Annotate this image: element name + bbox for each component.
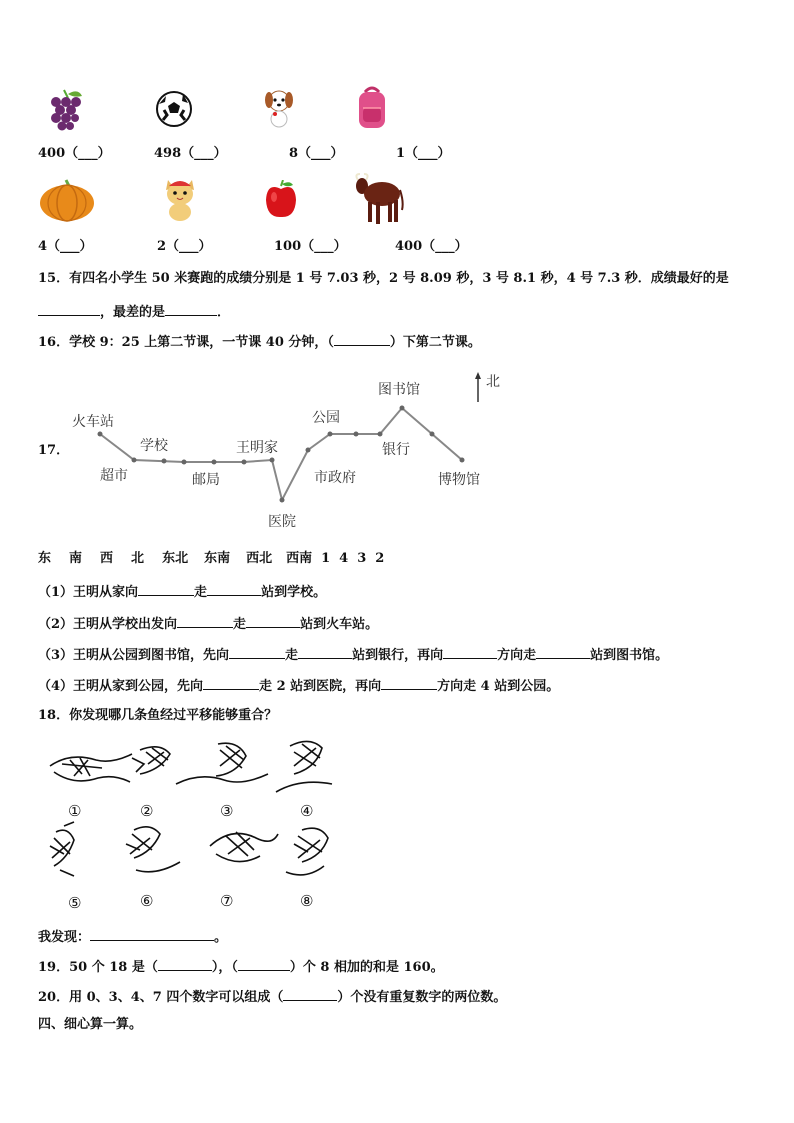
q17-2-text: 走	[233, 617, 247, 632]
q18-title: 18．你发现哪几条鱼经过平移能够重合？	[38, 708, 278, 723]
q15-best-blank[interactable]	[38, 303, 100, 316]
apple-icon	[263, 180, 299, 220]
q20-text-b: ）个没有重复数字的两位数。	[337, 990, 507, 1005]
fish-label-4: ④	[300, 802, 314, 820]
q17-2-stops-blank[interactable]	[246, 615, 300, 628]
q17-1-stops-blank[interactable]	[207, 583, 261, 596]
word-bank-item: 2	[375, 551, 385, 566]
place-yiyuan: 医院	[268, 514, 296, 530]
word-bank-item: 1	[321, 551, 331, 566]
fish-label-6: ⑥	[140, 892, 154, 910]
label-apple: 100（___）	[274, 239, 347, 254]
fish-label-1: ①	[68, 802, 82, 820]
pumpkin-icon	[38, 176, 96, 222]
place-chaoshi: 超市	[100, 468, 128, 484]
place-yinhang: 银行	[382, 442, 410, 458]
q17-4-dir1-blank[interactable]	[203, 677, 259, 690]
word-bank-item: 4	[339, 551, 349, 566]
fish-1-icon	[50, 754, 132, 782]
place-xuexiao: 学校	[140, 438, 168, 454]
q18-answer-blank[interactable]	[90, 928, 214, 941]
fish-label-5: ⑤	[68, 894, 82, 912]
q17-sub-3	[38, 646, 668, 664]
q19-line	[38, 958, 444, 976]
word-bank-item: 南	[69, 551, 83, 566]
place-tushuguan: 图书馆	[378, 382, 420, 398]
place-youju: 邮局	[192, 472, 220, 488]
q17-3-text: 站到图书馆。	[590, 648, 669, 663]
q17-sub-4	[38, 677, 559, 695]
place-gongyuan: 公园	[312, 410, 340, 426]
q18-answer-line	[38, 928, 227, 946]
cow-icon	[352, 172, 404, 228]
place-shizhengfu: 市政府	[314, 470, 356, 486]
backpack-icon	[353, 84, 391, 130]
q15-mid-text: ，最差的是	[100, 305, 166, 320]
label-backpack: 1（___）	[396, 146, 451, 161]
q17-word-bank	[38, 551, 384, 567]
word-bank-item: 东南	[204, 551, 231, 566]
q17-2-dir-blank[interactable]	[177, 615, 233, 628]
q17-3-dir1-blank[interactable]	[229, 646, 285, 659]
word-bank-item: 东北	[162, 551, 189, 566]
q17-3-text: 站到银行，再向	[352, 648, 444, 663]
place-huochezhan: 火车站	[72, 414, 114, 430]
north-arrow-icon	[475, 372, 481, 402]
word-bank-item: 西	[100, 551, 114, 566]
q19-blank-2[interactable]	[238, 958, 290, 971]
q17-number: 17．	[38, 443, 70, 458]
q19-blank-1[interactable]	[158, 958, 212, 971]
fish-8-icon	[286, 828, 328, 875]
q17-3-dir2-blank[interactable]	[443, 646, 497, 659]
q16-line	[38, 333, 481, 351]
label-grapes: 400（___）	[38, 146, 111, 161]
place-wangmingjia: 王明家	[236, 440, 278, 456]
q16-start-text: 16．学校 9：25 上第二节课，一节课 40 分钟，（	[38, 335, 334, 350]
label-puppy: 8（___）	[289, 146, 344, 161]
q17-4-text: 方向走 4 站到公园。	[437, 679, 560, 694]
q18-answer-suffix: 。	[214, 930, 228, 945]
q15-worst-blank[interactable]	[165, 303, 217, 316]
place-bowuguan: 博物馆	[438, 472, 480, 488]
q15-text: 15．有四名小学生 50 米赛跑的成绩分别是 1 号 7.03 秒，2 号 8.09 秒，3 号 8.1 秒，4 号 7.3 秒．成绩最好的是	[38, 271, 729, 286]
fish-figures	[40, 734, 340, 914]
q17-sub-1	[38, 583, 326, 601]
section-4-heading: 四、细心算一算。	[38, 1017, 143, 1032]
q17-2-text: 站到火车站。	[300, 617, 379, 632]
q19-text-b: ），（	[211, 960, 238, 975]
word-bank-item: 东	[38, 551, 52, 566]
q17-3-text: 方向走	[497, 648, 537, 663]
label-cow: 400（___）	[395, 239, 468, 254]
route-map	[66, 368, 506, 538]
q19-text-c: ）个 8 相加的和是 160。	[289, 960, 444, 975]
q17-4-text: （4）王明从家到公园，先向	[38, 679, 204, 694]
q17-1-dir-blank[interactable]	[138, 583, 194, 596]
q17-sub-2	[38, 615, 378, 633]
word-bank-item: 西北	[246, 551, 273, 566]
q17-1-text: 走	[194, 585, 208, 600]
q17-2-text: （2）王明从学校出发向	[38, 617, 178, 632]
label-pumpkin: 4（___）	[38, 239, 93, 254]
q16-blank[interactable]	[334, 333, 390, 346]
q18-answer-prefix: 我发现：	[38, 930, 91, 945]
fish-label-8: ⑧	[300, 892, 314, 910]
fish-6-icon	[126, 827, 180, 872]
label-kitten: 2（___）	[157, 239, 212, 254]
q20-text-a: 20．用 0、3、4、7 四个数字可以组成（	[38, 990, 284, 1005]
word-bank-item: 西南	[286, 551, 313, 566]
fish-5-icon	[50, 822, 74, 876]
fish-4-icon	[276, 741, 332, 792]
q17-3-stops1-blank[interactable]	[298, 646, 352, 659]
soccer-ball-icon	[155, 90, 193, 128]
q20-line	[38, 988, 506, 1006]
q17-3-text: 走	[285, 648, 299, 663]
q16-end-text: ）下第二节课。	[389, 335, 481, 350]
label-soccer-ball: 498（___）	[154, 146, 227, 161]
q17-4-text: 走 2 站到医院，再向	[259, 679, 382, 694]
fish-label-2: ②	[140, 802, 154, 820]
north-label: 北	[486, 374, 500, 390]
fish-label-7: ⑦	[220, 892, 234, 910]
q19-text-a: 19．50 个 18 是（	[38, 960, 158, 975]
q20-blank[interactable]	[283, 988, 337, 1001]
q17-3-text: （3）王明从公园到图书馆，先向	[38, 648, 230, 663]
kitten-icon	[160, 176, 200, 222]
puppy-icon	[261, 86, 297, 130]
word-bank-item: 3	[357, 551, 367, 566]
fish-2-icon	[132, 747, 170, 774]
q17-1-text: （1）王明从家向	[38, 585, 139, 600]
fish-3-icon	[176, 743, 268, 784]
fish-7-icon	[210, 832, 278, 862]
grapes-icon	[46, 88, 86, 132]
q17-1-text: 站到学校。	[261, 585, 327, 600]
q17-3-stops2-blank[interactable]	[536, 646, 590, 659]
q15-line2	[38, 303, 230, 321]
q17-4-dir2-blank[interactable]	[381, 677, 437, 690]
q15-end-text: ．	[217, 305, 231, 320]
word-bank-item: 北	[131, 551, 145, 566]
fish-label-3: ③	[220, 802, 234, 820]
